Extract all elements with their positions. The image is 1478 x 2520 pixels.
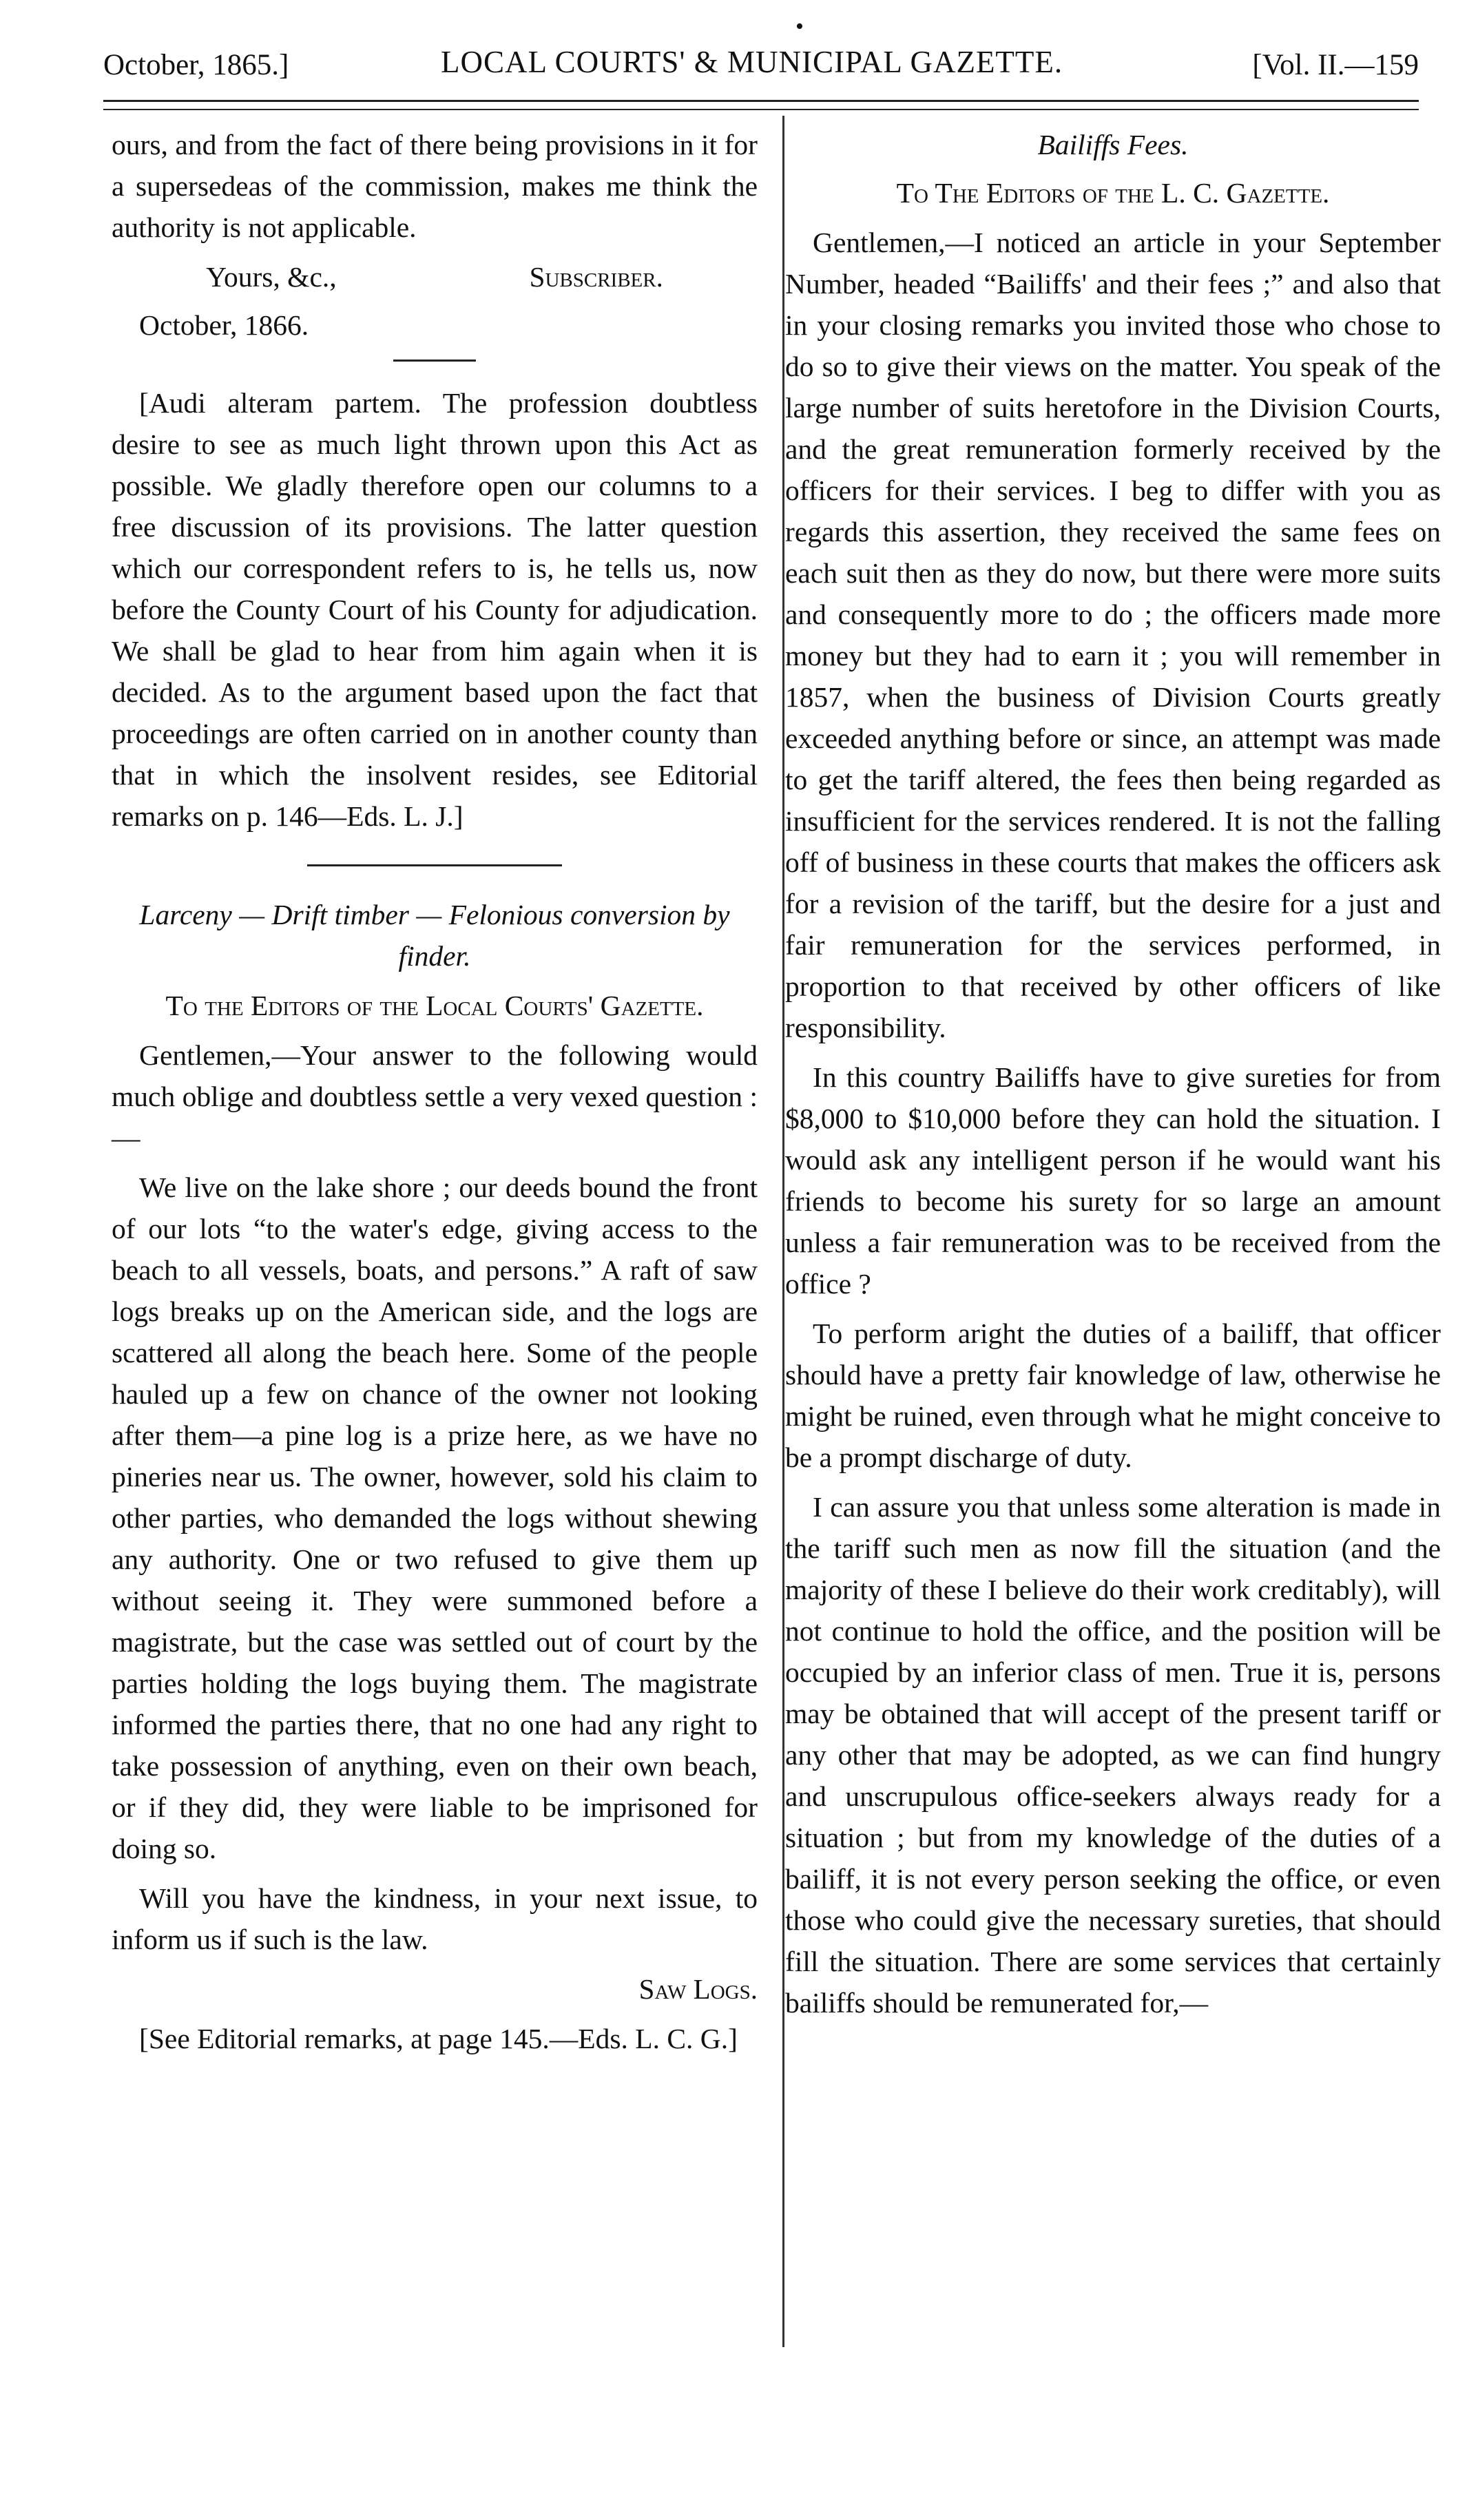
letter1-valediction: Yours, &c.,: [206, 261, 337, 293]
bailiffs-paragraph-2: In this country Bailiffs have to give sureties for from $8,000 to $10,000 before they can hold the situation. I would ask any intelligent person if he would want his friends to become his surety for so large an amount unless a fair remuneration was to be received from the office ?: [785, 1061, 1441, 1300]
header-ornament: •: [795, 14, 804, 39]
short-rule-1: [393, 360, 476, 362]
header-rule-top: [103, 100, 1419, 102]
left-column: [112, 124, 758, 2068]
editorial-note-1: [Audi alteram partem. The profession doubtless desire to see as much light thrown upon this Act as possible. We gladly therefore open our columns to a free discussion of its provisions. The latter question which our correspondent refers to is, he tells us, now before the County Court of his County for adjudication. We shall be glad to hear from him again when it is decided. As to the argument based upon the fact that proceedings are often carried on in another county than that in which the insolvent resides, see Editorial remarks on p. 146—Eds. L. J.]: [112, 387, 758, 832]
bailiffs-paragraph-4: I can assure you that unless some alteration is made in the tariff such men as now fill the situation (and the majority of these I believe do their work creditably), will not continue to hold the office, and the position will be occupied by an inferior class of men. True it is, persons may be obtained that will accept of the present tariff or any other that may be adopted, as we can find hungry and unscrupulous office-seekers always ready for a situation ; but from my knowledge of the duties of a bailiff, it is not every person seeking the office, or even those who could give the necessary sureties, that should fill the situation. There are some services that certainly bailiffs should be remunerated for,—: [785, 1491, 1441, 2019]
letter2-signature: Saw Logs.: [638, 1973, 758, 2005]
header-title: LOCAL COURTS' & MUNICIPAL GAZETTE.: [441, 45, 1063, 79]
bailiffs-paragraph-1: Gentlemen,—I noticed an article in your September Number, headed “Bailiffs' and their fees ;” and also that in your closing remarks you invited those who chose to do so to give their views on the matter. You speak of the large number of suits heretofore in the Division Courts, and the great remuneration formerly received by the officers for their services. I beg to differ with you as regards this assertion, they received the same fees on each suit then as they do now, but there were more suits and consequently more to do ; the officers made more money but they had to earn it ; you will remember in 1857, when the business of Division Courts greatly exceeded anything before or since, an attempt was made to get the tariff altered, the fees then being regarded as insufficient for the services rendered. It is not the falling off of business in these courts that makes the officers ask for a revision of the tariff, but the desire for a just and fair remuneration for the services performed, in proportion to that received by other officers of like responsibility.: [785, 227, 1441, 1043]
letter1-signature: [112, 256, 758, 298]
letter2-paragraph-1: Gentlemen,—Your answer to the following would much oblige and doubtless settle a very vexed question :—: [112, 1039, 758, 1154]
editorial-note-2: [See Editorial remarks, at page 145.—Eds. L. C. G.]: [139, 2023, 738, 2054]
header-date: October, 1865.]: [103, 49, 289, 81]
letter2-salutation-header: To the Editors of the Local Courts' Gazette.: [165, 990, 704, 1021]
letter1-signer: Subscriber.: [529, 261, 663, 293]
letter2-paragraph-2: We live on the lake shore ; our deeds bound the front of our lots “to the water's edge, giving access to the beach to all vessels, boats, and persons.” A raft of saw logs breaks up on the American side, and the logs are scattered all along the beach here. Some of the people hauled up a few on chance of the owner not looking after them—a pine log is a prize here, as we have no pineries near us. The owner, however, sold his claim to other parties, who demanded the logs without shewing any authority. One or two refused to give them up without seeing it. They were summoned before a magistrate, but the case was settled out of court by the parties holding the logs buying them. The magistrate informed the parties there, that no one had any right to take possession of anything, even on their own beach, or if they did, they were liable to be imprisoned for doing so.: [112, 1172, 758, 1864]
right-column: [785, 124, 1441, 2032]
letter1-date: October, 1866.: [139, 309, 309, 341]
page-header: [103, 14, 1419, 96]
header-volume: [Vol. II.—159: [1252, 49, 1419, 81]
article-heading-bailiffs-fees: Bailiffs Fees.: [1037, 129, 1189, 160]
article-salutation-header: To The Editors of the L. C. Gazette.: [896, 177, 1330, 209]
column-divider: [782, 116, 784, 2347]
letter2-heading: Larceny — Drift timber — Felonious conversion by finder.: [139, 899, 730, 972]
bailiffs-paragraph-3: To perform aright the duties of a bailiff, that officer should have a pretty fair knowledge of law, otherwise he might be ruined, even through what he might conceive to be a prompt discharge of duty.: [785, 1318, 1441, 1473]
letter2-paragraph-3: Will you have the kindness, in your next issue, to inform us if such is the law.: [112, 1882, 758, 1955]
short-rule-2: [307, 864, 562, 866]
letter1-closing-paragraph: ours, and from the fact of there being provisions in it for a supersedeas of the commission, makes me think the authority is not applicable.: [112, 129, 758, 243]
header-rule-bottom: [103, 109, 1419, 110]
